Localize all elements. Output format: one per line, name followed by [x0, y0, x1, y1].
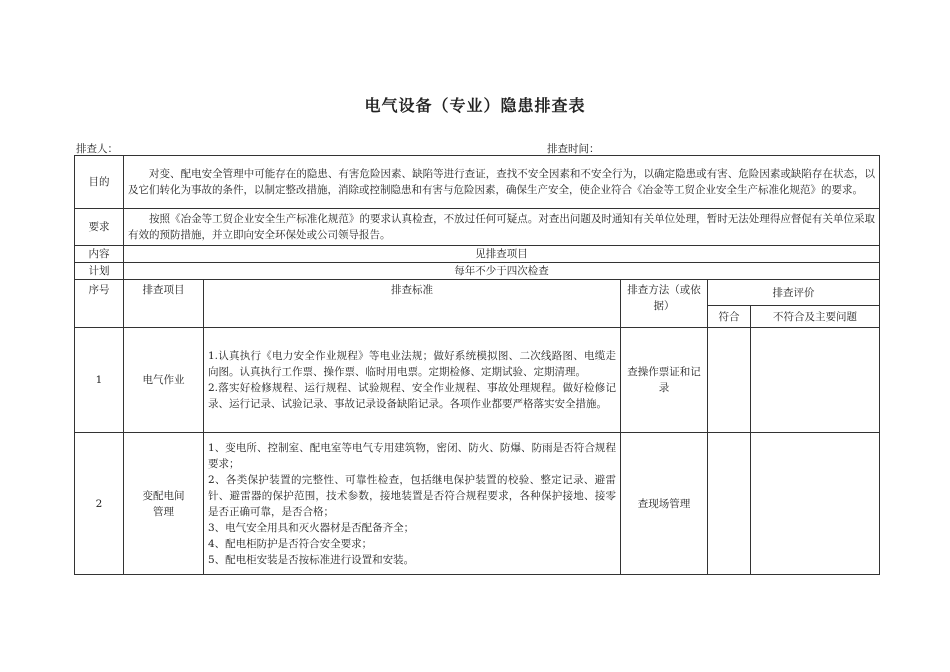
item-number: 1 — [75, 328, 124, 433]
standard-line: 3、电气安全用具和灭火器材是否配备齐全； — [208, 521, 415, 534]
content-text: 见排查项目 — [124, 246, 880, 263]
purpose-text: 对变、配电安全管理中可能存在的隐患、有害危险因素、缺陷等进行查证，查找不安全因素和不安全行为，以确定隐患或有害、危险因素或缺陷存在状态，以及它们转化为事故的条件，以制定整改措施，消除或控制隐患和有害与危险因素，确保生产安全，使企业符合《冶金等工贸企业安全生产标准化规范》的要求。 — [124, 156, 880, 209]
inspection-time-label: 排查时间： — [547, 143, 600, 155]
standard-line: 2.落实好检修规程、运行规程、试验规程、安全作业规程、事故处理规程。做好检修记录、运行记录、试验记录、事故记录设备缺陷记录。各项作业都要严格落实安全措施。 — [208, 382, 616, 410]
conform-cell[interactable] — [708, 328, 751, 433]
plan-label: 计划 — [75, 263, 124, 280]
nonconform-cell[interactable] — [751, 328, 880, 433]
requirement-text: 按照《冶金等工贸企业安全生产标准化规范》的要求认真检查，不放过任何可疑点。对查出问题及时通知有关单位处理，暂时无法处理得应督促有关单位采取有效的预防措施，并立即向安全环保处或公司领导报告。 — [124, 209, 880, 246]
standard-line: 4、配电柜防护是否符合安全要求； — [208, 537, 373, 550]
page-title: 电气设备（专业）隐患排查表 — [364, 96, 586, 115]
inspector-label: 排查人： — [76, 143, 118, 155]
item-number: 2 — [75, 433, 124, 575]
purpose-row — [75, 156, 880, 209]
nonconform-cell[interactable] — [751, 433, 880, 575]
header-row — [75, 280, 880, 306]
table-row — [75, 433, 880, 575]
item-standards — [204, 433, 621, 575]
table-row — [75, 328, 880, 433]
standard-line: 5、配电柜安装是否按标准进行设置和安装。 — [208, 553, 415, 566]
item-method: 查现场管理 — [621, 433, 708, 575]
content-label: 内容 — [75, 246, 124, 263]
item-standards — [204, 328, 621, 433]
standard-line: 1、变电所、控制室、配电室等电气专用建筑物，密闭、防火、防爆、防雨是否符合规程要求； — [208, 441, 616, 470]
plan-text: 每年不少于四次检查 — [124, 263, 880, 280]
inspection-table — [74, 155, 880, 575]
plan-row — [75, 263, 880, 280]
header-conform: 符合 — [708, 306, 751, 328]
standard-line: 2、各类保护装置的完整性、可靠性检查，包括继电保护装置的校验、整定记录、避雷针、避雷器的保护范围，技术参数，接地装置是否符合规程要求，各种保护接地、接零是否正确可靠，是否合格； — [208, 473, 616, 518]
header-standard: 排查标准 — [204, 280, 621, 328]
item-name: 电气作业 — [124, 328, 204, 433]
item-name: 变配电间管理 — [124, 433, 204, 575]
requirement-label: 要求 — [75, 209, 124, 246]
header-item: 排查项目 — [124, 280, 204, 328]
header-evaluation: 排查评价 — [708, 280, 880, 306]
header-method: 排查方法（或依据） — [621, 280, 708, 328]
header-nonconform: 不符合及主要问题 — [751, 306, 880, 328]
header-no: 序号 — [75, 280, 124, 328]
conform-cell[interactable] — [708, 433, 751, 575]
purpose-label: 目的 — [75, 156, 124, 209]
item-method: 查操作票证和记录 — [621, 328, 708, 433]
content-row — [75, 246, 880, 263]
requirement-row — [75, 209, 880, 246]
standard-line: 1.认真执行《电力安全作业规程》等电业法规；做好系统模拟图、二次线路图、电缆走向图。认真执行工作票、操作票、临时用电票。定期检修、定期试验、定期清理。 — [208, 350, 616, 378]
